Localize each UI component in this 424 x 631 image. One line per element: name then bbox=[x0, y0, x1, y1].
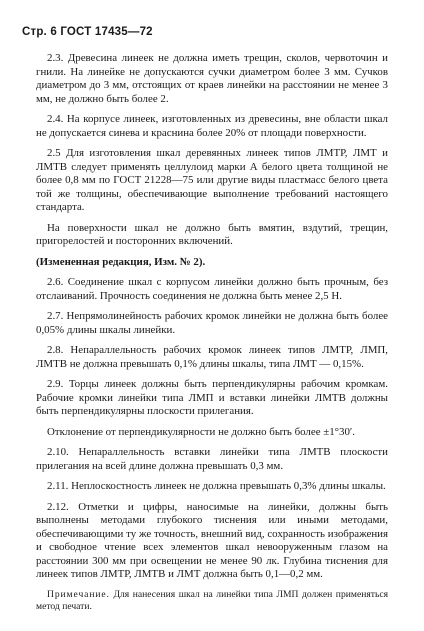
footnote bbox=[36, 589, 388, 613]
note-label: Примечание. bbox=[47, 588, 110, 600]
paragraph-2-9-deviation: Отклонение от перпендикулярности не должно быть более ±1°30′. bbox=[47, 425, 356, 438]
paragraph-2-3: 2.3. Древесина линеек не должна иметь трещин, сколов, червоточин и гнили. На линейке не допускаются сучки диаметром более 3 мм. Сучков диаметром до 3 мм, отстоящих от краев линейки на расстоянии не менее 3 мм, не должно быть более 2. bbox=[36, 52, 388, 105]
paragraph-2-8: 2.8. Непараллельность рабочих кромок линеек типов ЛМТР, ЛМП, ЛМТВ не должна превышать 0,1% длины шкалы, типа ЛМТ — 0,15%. bbox=[36, 344, 388, 370]
paragraph-2-7: 2.7. Непрямолинейность рабочих кромок линейки не должна быть более 0,05% длины шкалы линейки. bbox=[36, 310, 388, 336]
paragraph-2-5-surface: На поверхности шкал не должно быть вмятин, вздутий, трещин, пригорелостей и посторонних включений. bbox=[36, 221, 388, 247]
amendment-note: (Измененная редакция, Изм. № 2). bbox=[36, 255, 206, 268]
paragraph-2-11: 2.11. Неплоскостность линеек не должна превышать 0,3% длины шкалы. bbox=[47, 480, 386, 492]
paragraph-2-10: 2.10. Непараллельность вставки линейки типа ЛМТВ плоскости прилегания на всей длине должна превышать 0,3 мм. bbox=[36, 446, 388, 472]
paragraph-2-9: 2.9. Торцы линеек должны быть перпендикулярны рабочим кромкам. Рабочие кромки линейки типа ЛМП и вставки линейки ЛМТВ должны быть перпендикулярны плоскости прилегания. bbox=[36, 378, 388, 417]
paragraph-2-5: 2.5 Для изготовления шкал деревянных линеек типов ЛМТР, ЛМТ и ЛМТВ следует применять целлулоид марки А белого цвета толщиной не более 0,8 мм по ГОСТ 21228—75 или другие виды пластмасс белого цвета той же толщины, обеспечивающие выполнение требований настоящего стандарта. bbox=[36, 147, 388, 213]
paragraph-2-4: 2.4. На корпусе линеек, изготовленных из древесины, вне области шкал не допускается синева и краснина более 20% от площади поверхности. bbox=[36, 113, 388, 139]
page-header: Стр. 6 ГОСТ 17435—72 bbox=[22, 26, 153, 38]
paragraph-2-12: 2.12. Отметки и цифры, наносимые на линейки, должны быть выполнены методами глубокого тиснения или иными методами, обеспечивающими ту же точность, внешний вид, сохранность изображения и свободное чтение всех элементов шкал невооруженным глазом на расстоянии 300 мм при освещении не менее 90 лк. Глубина тиснения для линеек типов ЛМТР, ЛМТВ и ЛМТ должна быть 0,1—0,2 мм. bbox=[36, 500, 388, 580]
note-text: Для нанесения шкал на линейки типа ЛМП должен применяться метод печати. bbox=[36, 588, 388, 612]
paragraph-2-6: 2.6. Соединение шкал с корпусом линейки должно быть прочным, без отслаиваний. Прочность соединения не должна быть менее 2,5 Н. bbox=[36, 276, 388, 302]
document-body bbox=[36, 52, 388, 613]
